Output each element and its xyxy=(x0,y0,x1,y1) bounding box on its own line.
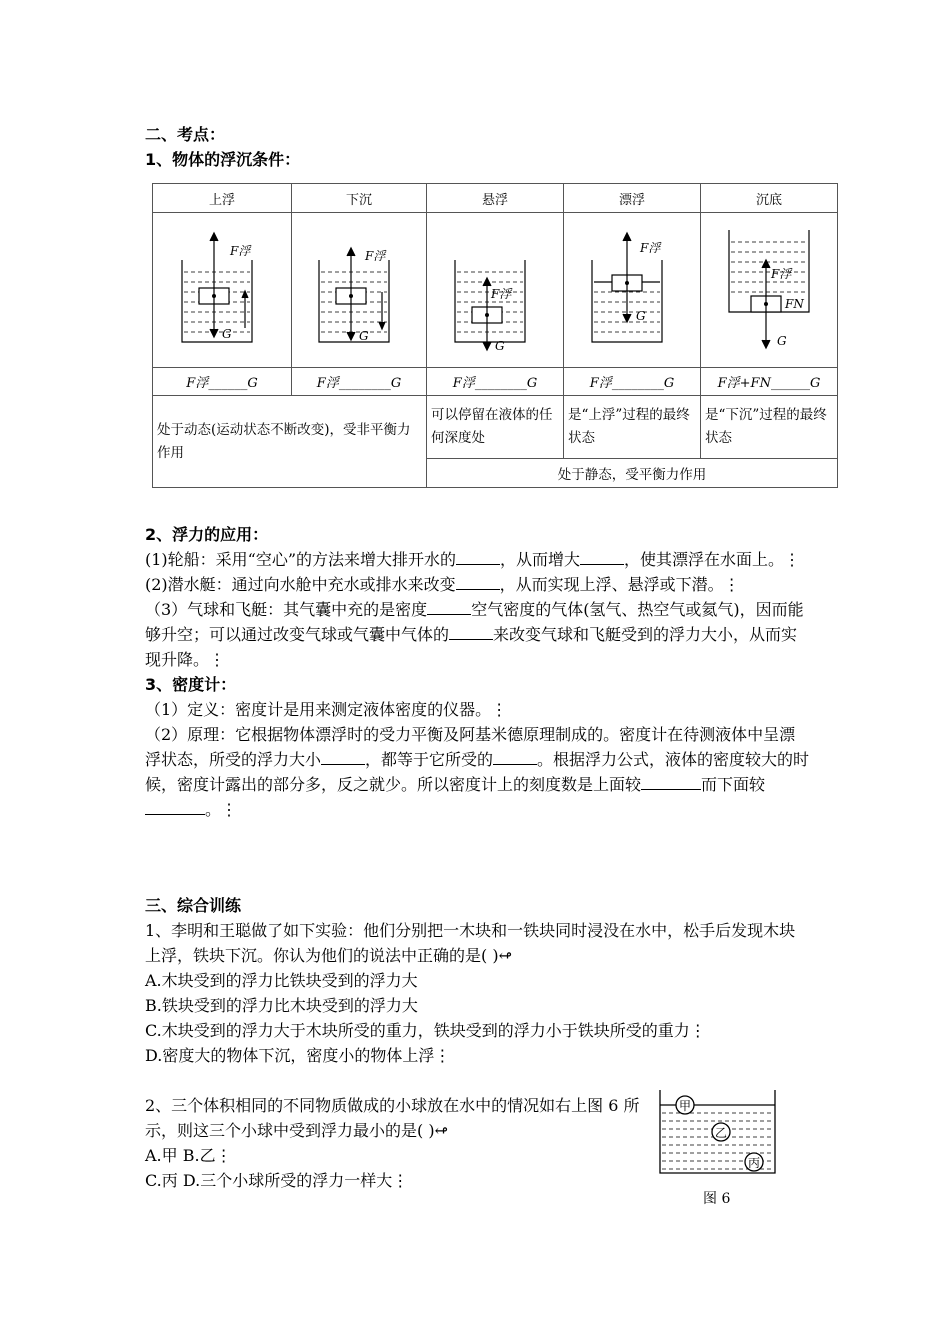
topic2-submarine: (2)潜水艇：通过向水舱中充水或排水来改变 ，从而实现上浮、悬浮或下潜。⋮ xyxy=(145,572,810,597)
formula-sink: F浮________G xyxy=(292,368,427,396)
desc-dynamic: 处于动态(运动状态不断改变)，受非平衡力作用 xyxy=(153,396,427,488)
label-fn: FN xyxy=(785,297,804,311)
beaker-rise-diagram xyxy=(162,220,282,360)
topic1-title: 1、物体的浮沉条件： xyxy=(145,150,301,169)
header-bottom: 沉底 xyxy=(701,184,838,213)
topic3-definition: （1）定义：密度计是用来测定液体密度的仪器。⋮ xyxy=(145,700,508,719)
figure-sink xyxy=(292,213,427,368)
desc-suspend: 可以停留在液体的任何深度处 xyxy=(427,396,564,459)
label-f-buoy: F浮 xyxy=(640,241,661,255)
label-g: G xyxy=(495,339,505,353)
figure-rise xyxy=(153,213,292,368)
content-topic2-3 xyxy=(145,522,810,822)
topic2-balloon: （3）气球和飞艇：其气囊中充的是密度 空气密度的气体(氢气、热空气或氦气)，因而能够升空；可以通过改变气球或气囊中气体的 来改变气球和飞艇受到的浮力大小，从而实现升降。⋮ xyxy=(145,597,810,672)
table-figure-row xyxy=(153,213,838,368)
formula-bottom: F浮+FN______G xyxy=(701,368,838,396)
q1-option-a: A.木块受到的浮力比铁块受到的浮力大 xyxy=(145,971,418,990)
q2-options-cd: C.丙 D.三个小球所受的浮力一样大⋮ xyxy=(145,1171,409,1190)
ball-bing-label: 丙 xyxy=(747,1156,761,1170)
beaker-sink-diagram xyxy=(299,220,419,360)
desc-static: 处于静态，受平衡力作用 xyxy=(427,459,838,488)
topic2-title: 2、浮力的应用： xyxy=(145,525,269,544)
q2-stem: 2、三个体积相同的不同物质做成的小球放在水中的情况如右上图 6 所示，则这三个小球中受到浮力最小的是( )↫ xyxy=(145,1096,640,1140)
table-formula-row xyxy=(153,368,838,396)
figure-6-caption: 图 6 xyxy=(703,1191,731,1207)
label-g: G xyxy=(222,327,232,341)
topic3-title: 3、密度计： xyxy=(145,675,237,694)
content-top xyxy=(145,122,810,172)
label-g: G xyxy=(777,334,787,348)
header-rise: 上浮 xyxy=(153,184,292,213)
figure-float xyxy=(564,213,701,368)
figure-suspend xyxy=(427,213,564,368)
float-sink-table xyxy=(152,183,838,488)
topic2-ship: (1)轮船：采用“空心”的方法来增大排开水的 ，从而增大 ，使其漂浮在水面上。⋮ xyxy=(145,547,810,572)
figure-6-balls-in-water xyxy=(652,1085,782,1180)
desc-sink: 是“下沉”过程的最终状态 xyxy=(701,396,838,459)
table-header-row xyxy=(153,184,838,213)
label-f-buoy: F浮 xyxy=(365,249,386,263)
beaker-bottom-diagram xyxy=(709,220,829,360)
topic3-principle: （2）原理：它根据物体漂浮时的受力平衡及阿基米德原理制成的。密度计在待测液体中呈漂浮状态，所受的浮力大小 ，都等于它所受的 。根据浮力公式，液体的密度较大的时候，密度计露出的部分多，反之就少。所以密度计上的刻度数是上面较 而下面较。⋮ xyxy=(145,725,810,819)
label-g: G xyxy=(636,309,646,323)
q1-option-d: D.密度大的物体下沉，密度小的物体上浮⋮ xyxy=(145,1046,451,1065)
header-float: 漂浮 xyxy=(564,184,701,213)
label-f-buoy: F浮 xyxy=(230,244,251,258)
label-g: G xyxy=(359,329,369,343)
header-suspend: 悬浮 xyxy=(427,184,564,213)
q1-option-b: B.铁块受到的浮力比木块受到的浮力大 xyxy=(145,996,418,1015)
table-desc-row xyxy=(153,396,838,459)
q1-stem: 1、李明和王聪做了如下实验：他们分别把一木块和一铁块同时浸没在水中，松手后发现木块上浮，铁块下沉。你认为他们的说法中正确的是( )↫ xyxy=(145,921,796,965)
section-title-kaodian: 二、考点： xyxy=(145,125,226,144)
beaker-float-diagram xyxy=(572,220,692,360)
header-sink: 下沉 xyxy=(292,184,427,213)
beaker-suspend-diagram xyxy=(435,220,555,360)
q1-option-c: C.木块受到的浮力大于木块所受的重力，铁块受到的浮力小于铁块所受的重力⋮ xyxy=(145,1021,706,1040)
section3 xyxy=(145,893,810,1068)
desc-float: 是“上浮”过程的最终状态 xyxy=(564,396,701,459)
formula-suspend: F浮________G xyxy=(427,368,564,396)
label-f-buoy: F浮 xyxy=(771,267,792,281)
formula-float: F浮________G xyxy=(564,368,701,396)
label-f-buoy: F浮 xyxy=(491,287,512,301)
q2-options-ab: A.甲 B.乙⋮ xyxy=(145,1146,232,1165)
formula-rise: F浮______G xyxy=(153,368,292,396)
figure-bottom xyxy=(701,213,838,368)
ball-yi-label: 乙 xyxy=(714,1126,728,1140)
ball-jia-label: 甲 xyxy=(678,1099,692,1113)
section3-title: 三、综合训练 xyxy=(145,896,242,915)
question-2 xyxy=(145,1093,640,1193)
